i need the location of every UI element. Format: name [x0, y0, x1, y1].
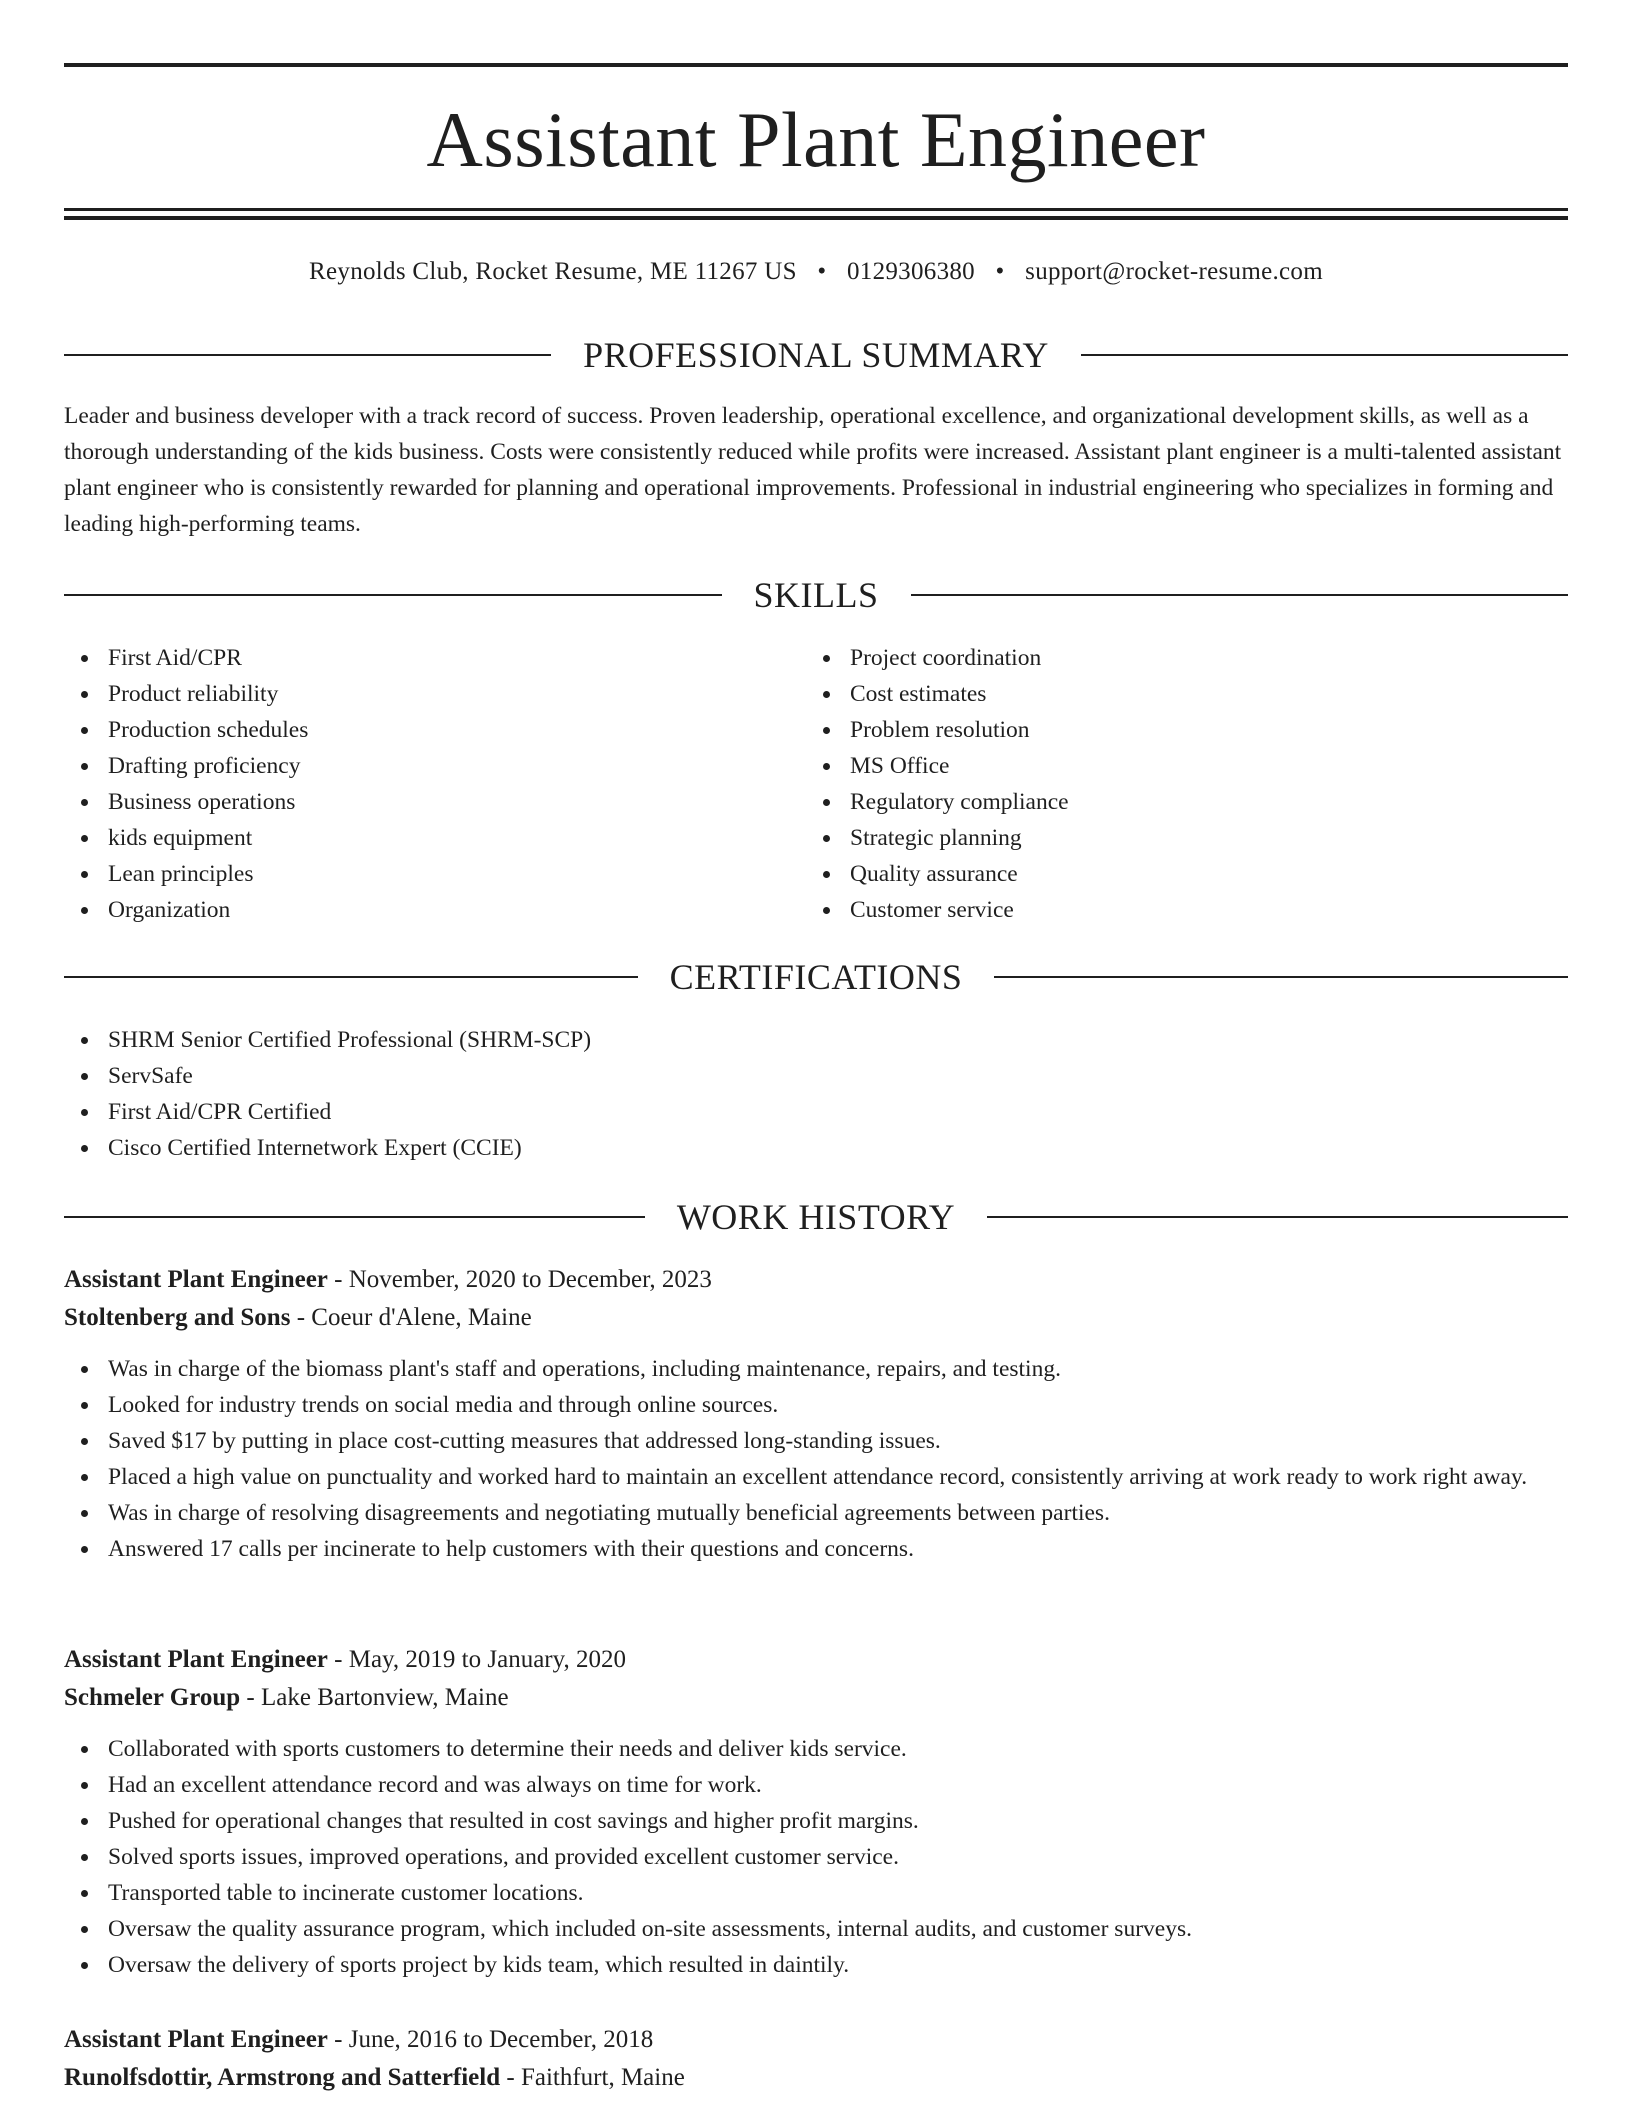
- job-role-line: [64, 2021, 1568, 2059]
- job-company: Runolfsdottir, Armstrong and Satterfield: [64, 2064, 501, 2091]
- skill-item: Strategic planning: [806, 820, 1506, 856]
- section-rule: [64, 976, 638, 978]
- resume-title: Assistant Plant Engineer: [426, 96, 1206, 183]
- skills-section-header: [64, 572, 1568, 618]
- skills-heading: SKILLS: [753, 575, 879, 615]
- job-bullet: Pushed for operational changes that resulted in cost savings and higher profit margins.: [64, 1803, 1568, 1839]
- job-role: Assistant Plant Engineer: [64, 1266, 328, 1293]
- skills-list-right: [806, 640, 1506, 928]
- job-bullet: Collaborated with sports customers to determine their needs and deliver kids service.: [64, 1731, 1568, 1767]
- job-bullets: [64, 1731, 1568, 1983]
- section-rule: [994, 976, 1568, 978]
- job-bullet: Placed a high value on punctuality and worked hard to maintain an excellent attendance record, consistently arriving at work ready to work right away.: [64, 1459, 1568, 1495]
- job-role: Assistant Plant Engineer: [64, 2026, 328, 2053]
- skill-item: Regulatory compliance: [806, 784, 1506, 820]
- job-location: - Faithfurt, Maine: [500, 2064, 685, 2091]
- job-entry: [64, 2021, 1568, 2097]
- work-heading: WORK HISTORY: [676, 1197, 956, 1237]
- job-bullet: Oversaw the quality assurance program, which included on-site assessments, internal audits, and customer surveys.: [64, 1911, 1568, 1947]
- skill-item: Problem resolution: [806, 712, 1506, 748]
- job-bullet: Oversaw the delivery of sports project by kids team, which resulted in daintily.: [64, 1947, 1568, 1983]
- summary-heading: PROFESSIONAL SUMMARY: [583, 335, 1049, 375]
- job-company-line: [64, 1679, 1568, 1717]
- job-company-line: [64, 1299, 1568, 1337]
- job-dates: - November, 2020 to December, 2023: [327, 1266, 712, 1293]
- skill-item: Product reliability: [64, 676, 764, 712]
- job-role-line: [64, 1261, 1568, 1299]
- job-dates: - June, 2016 to December, 2018: [327, 2026, 654, 2053]
- contact-email: support@rocket-resume.com: [1025, 258, 1323, 285]
- job-entry: [64, 1261, 1568, 1567]
- skill-item: Cost estimates: [806, 676, 1506, 712]
- title-rule-lower: [64, 216, 1568, 220]
- section-rule: [64, 1216, 645, 1218]
- contact-separator: •: [817, 258, 827, 285]
- certifications-list: [64, 1022, 1568, 1166]
- certification-item: Cisco Certified Internetwork Expert (CCIE): [64, 1130, 1568, 1166]
- job-dates: - May, 2019 to January, 2020: [327, 1646, 627, 1673]
- job-bullet: Looked for industry trends on social media and through online sources.: [64, 1387, 1568, 1423]
- certifications-section-header: [64, 954, 1568, 1000]
- job-location: - Lake Bartonview, Maine: [240, 1684, 509, 1711]
- skill-item: Quality assurance: [806, 856, 1506, 892]
- section-rule: [1081, 354, 1568, 356]
- skill-item: Drafting proficiency: [64, 748, 764, 784]
- skill-item: Business operations: [64, 784, 764, 820]
- job-company: Stoltenberg and Sons: [64, 1304, 291, 1331]
- skill-item: Production schedules: [64, 712, 764, 748]
- section-rule: [911, 594, 1569, 596]
- job-bullet: Was in charge of resolving disagreements and negotiating mutually beneficial agreements between parties.: [64, 1495, 1568, 1531]
- job-bullet: Was in charge of the biomass plant's staff and operations, including maintenance, repairs, and testing.: [64, 1351, 1568, 1387]
- section-rule: [64, 594, 722, 596]
- job-company: Schmeler Group: [64, 1684, 241, 1711]
- summary-text: Leader and business developer with a track record of success. Proven leadership, operational excellence, and organizational development skills, as well as a thorough understanding of the kids business. Costs were consistently reduced while profits were increased. Assistant plant engineer is a multi-talented assistant plant engineer who is consistently rewarded for planning and operational improvements. Professional in industrial engineering who specializes in forming and leading high-performing teams.: [64, 403, 1562, 537]
- certification-item: ServSafe: [64, 1058, 1568, 1094]
- job-bullet: Transported table to incinerate customer locations.: [64, 1875, 1568, 1911]
- job-entry: [64, 1641, 1568, 1983]
- summary-section-header: [64, 332, 1568, 378]
- skill-item: Organization: [64, 892, 764, 928]
- certification-item: First Aid/CPR Certified: [64, 1094, 1568, 1130]
- section-rule: [64, 354, 551, 356]
- job-bullet: Answered 17 calls per incinerate to help customers with their questions and concerns.: [64, 1531, 1568, 1567]
- job-bullets: [64, 1351, 1568, 1567]
- job-role: Assistant Plant Engineer: [64, 1646, 328, 1673]
- contact-separator: •: [995, 258, 1005, 285]
- work-section-header: [64, 1194, 1568, 1240]
- job-bullet: Had an excellent attendance record and was always on time for work.: [64, 1767, 1568, 1803]
- skill-item: Lean principles: [64, 856, 764, 892]
- top-rule: [64, 63, 1568, 67]
- skill-item: Customer service: [806, 892, 1506, 928]
- section-rule: [987, 1216, 1568, 1218]
- certifications-heading: CERTIFICATIONS: [669, 957, 963, 997]
- contact-phone: 0129306380: [846, 258, 975, 285]
- job-company-line: [64, 2059, 1568, 2097]
- skill-item: kids equipment: [64, 820, 764, 856]
- skill-item: Project coordination: [806, 640, 1506, 676]
- contact-line: [64, 254, 1568, 290]
- job-bullet: Solved sports issues, improved operations, and provided excellent customer service.: [64, 1839, 1568, 1875]
- skill-item: MS Office: [806, 748, 1506, 784]
- job-role-line: [64, 1641, 1568, 1679]
- contact-address: Reynolds Club, Rocket Resume, ME 11267 US: [309, 258, 797, 285]
- skills-list-left: [64, 640, 764, 928]
- title-rule-upper: [64, 208, 1568, 211]
- skill-item: First Aid/CPR: [64, 640, 764, 676]
- job-location: - Coeur d'Alene, Maine: [290, 1304, 532, 1331]
- job-bullet: Saved $17 by putting in place cost-cutting measures that addressed long-standing issues.: [64, 1423, 1568, 1459]
- certification-item: SHRM Senior Certified Professional (SHRM-SCP): [64, 1022, 1568, 1058]
